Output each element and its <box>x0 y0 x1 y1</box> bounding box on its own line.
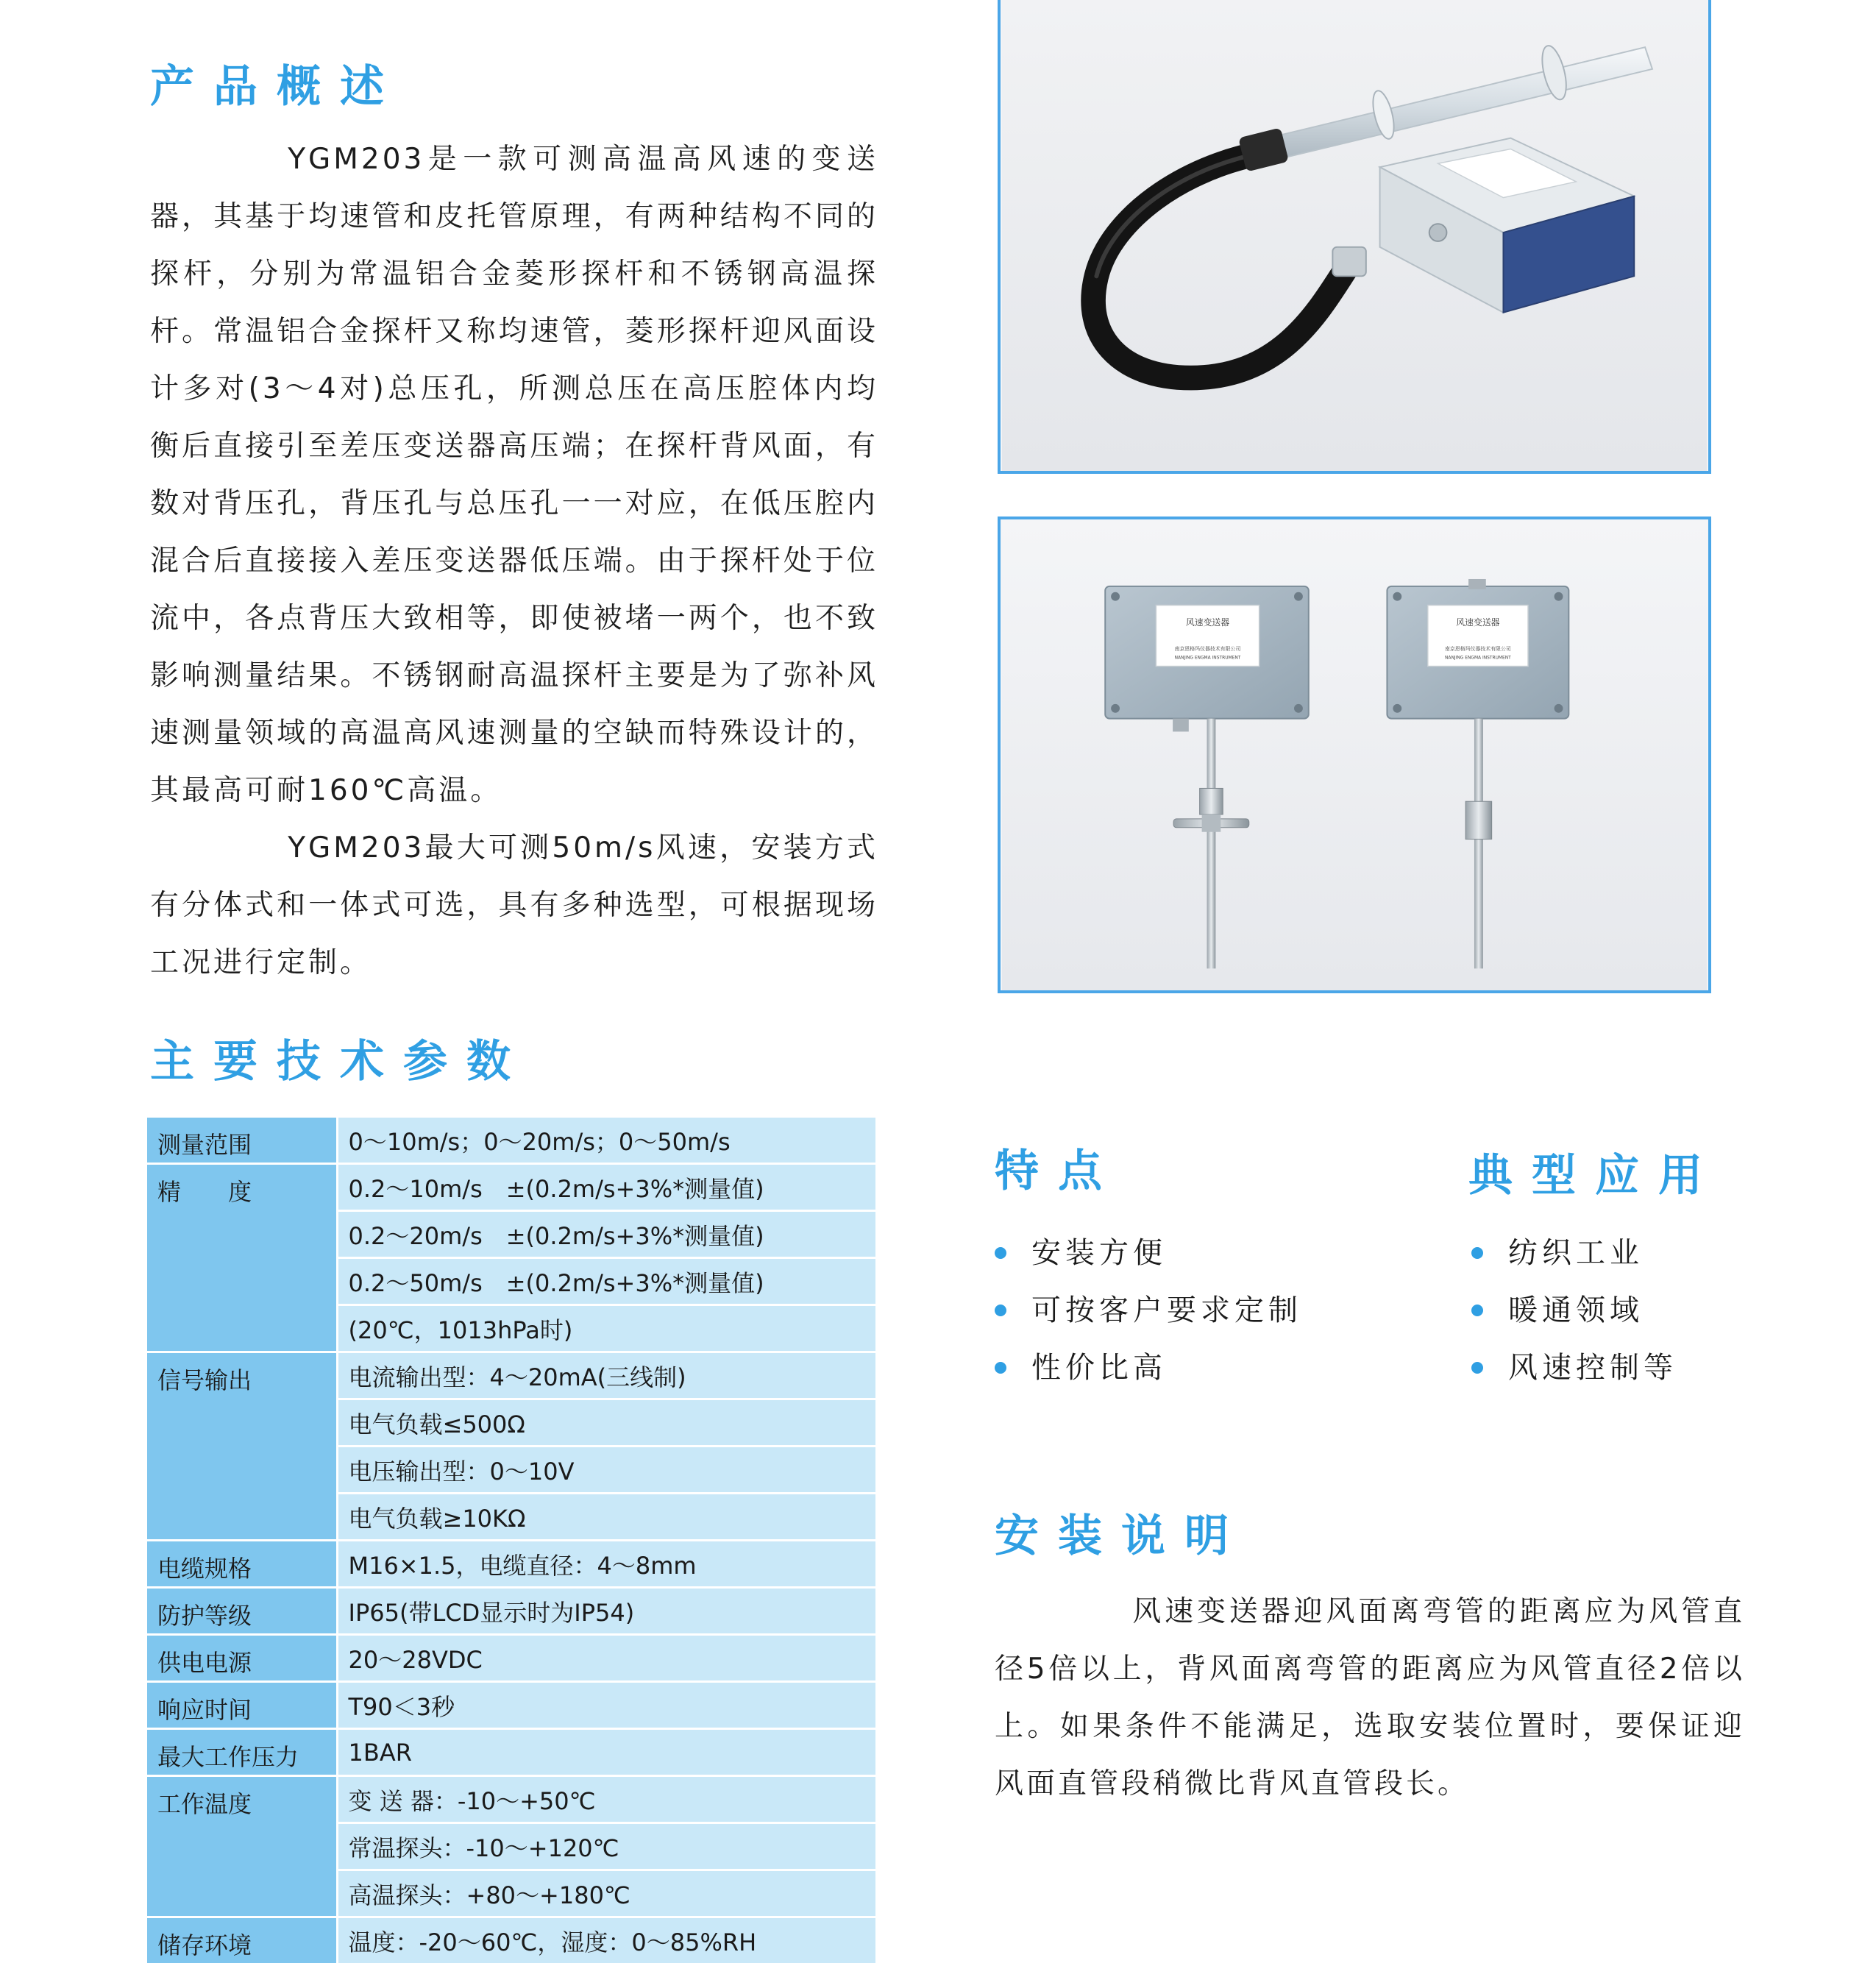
integrated-transmitters-illustration <box>1001 519 1708 990</box>
table-row <box>147 1729 875 1776</box>
spec-label: 精 度 <box>147 1164 337 1352</box>
feature-label: 安装方便 <box>1031 1236 1167 1270</box>
bullet-icon <box>1471 1247 1483 1259</box>
table-row <box>147 1682 875 1729</box>
applications-list <box>1471 1224 1677 1396</box>
spec-value: T90＜3秒 <box>337 1682 875 1729</box>
table-row <box>147 1917 875 1964</box>
spec-value: 变 送 器：-10～+50℃ <box>337 1776 875 1823</box>
left-device-label: 风速变送器 <box>1185 617 1230 628</box>
spec-value: 电压输出型：0～10V <box>337 1447 875 1494</box>
list-item <box>1471 1282 1677 1339</box>
application-label: 暖通领域 <box>1508 1293 1644 1327</box>
spec-label: 响应时间 <box>147 1682 337 1729</box>
spec-value: 0.2～10m/s ±(0.2m/s+3%*测量值) <box>337 1164 875 1211</box>
right-device-label: 风速变送器 <box>1456 617 1500 628</box>
install-title: 安装说明 <box>995 1511 1248 1562</box>
bullet-icon <box>1471 1305 1483 1316</box>
spec-label: 供电电源 <box>147 1635 337 1682</box>
spec-value: 电气负载≤500Ω <box>337 1399 875 1447</box>
bullet-icon <box>995 1305 1006 1316</box>
spec-value: 常温探头：-10～+120℃ <box>337 1823 875 1870</box>
list-item <box>995 1224 1302 1282</box>
overview-title: 产品概述 <box>150 61 403 113</box>
spec-label: 信号输出 <box>147 1352 337 1541</box>
spec-value: 0.2～20m/s ±(0.2m/s+3%*测量值) <box>337 1211 875 1258</box>
applications-title: 典型应用 <box>1468 1150 1722 1202</box>
table-row <box>147 1588 875 1635</box>
spec-label: 防护等级 <box>147 1588 337 1635</box>
spec-value: (20℃，1013hPa时) <box>337 1305 875 1352</box>
install-text <box>995 1583 1745 1813</box>
spec-value: 1BAR <box>337 1729 875 1776</box>
install-paragraph: 风速变送器迎风面离弯管的距离应为风管直径5倍以上，背风面离弯管的距离应为风管直径2倍以上。如果条件不能满足，选取安装位置时，要保证迎风面直管段稍微比背风直管段长。 <box>995 1595 1745 1800</box>
spec-value: IP65(带LCD显示时为IP54) <box>337 1588 875 1635</box>
features-list <box>995 1224 1302 1396</box>
bullet-icon <box>995 1247 1006 1259</box>
spec-value: 温度：-20～60℃，湿度：0～85%RH <box>337 1917 875 1964</box>
product-photo-integrated <box>998 517 1711 993</box>
bullet-icon <box>995 1362 1006 1374</box>
spec-label: 储存环境 <box>147 1917 337 1964</box>
left-device-company-en: NANJING ENGMA INSTRUMENT <box>1174 656 1241 661</box>
left-device-company-cn: 南京恩格玛仪器技术有限公司 <box>1174 645 1241 652</box>
product-photo-split <box>998 0 1711 474</box>
spec-label: 最大工作压力 <box>147 1729 337 1776</box>
spec-label: 测量范围 <box>147 1118 337 1164</box>
table-row <box>147 1541 875 1588</box>
list-item <box>995 1282 1302 1339</box>
overview-paragraph-2: YGM203最大可测50m/s风速，安装方式有分体式和一体式可选，具有多种选型，可根据现场工况进行定制。 <box>150 831 878 979</box>
table-row <box>147 1635 875 1682</box>
features-title: 特点 <box>995 1146 1121 1197</box>
list-item <box>1471 1339 1677 1396</box>
spec-label: 工作温度 <box>147 1776 337 1917</box>
spec-value: 20～28VDC <box>337 1635 875 1682</box>
spec-value: 高温探头：+80～+180℃ <box>337 1870 875 1917</box>
spec-value: 0～10m/s；0～20m/s；0～50m/s <box>337 1118 875 1164</box>
list-item <box>1471 1224 1677 1282</box>
list-item <box>995 1339 1302 1396</box>
overview-text <box>150 131 878 992</box>
right-device-company-cn: 南京恩格玛仪器技术有限公司 <box>1445 645 1511 652</box>
spec-value: 0.2～50m/s ±(0.2m/s+3%*测量值) <box>337 1258 875 1305</box>
table-row <box>147 1776 875 1823</box>
table-row <box>147 1164 875 1211</box>
split-transmitter-illustration <box>1001 0 1708 471</box>
table-row <box>147 1118 875 1164</box>
spec-value: M16×1.5，电缆直径：4～8mm <box>337 1541 875 1588</box>
right-device-company-en: NANJING ENGMA INSTRUMENT <box>1445 656 1511 661</box>
specs-title: 主要技术参数 <box>150 1036 530 1087</box>
spec-value: 电流输出型：4～20mA(三线制) <box>337 1352 875 1399</box>
feature-label: 可按客户要求定制 <box>1031 1293 1302 1327</box>
table-row <box>147 1352 875 1399</box>
application-label: 风速控制等 <box>1508 1351 1677 1385</box>
specs-table <box>147 1118 875 1965</box>
application-label: 纺织工业 <box>1508 1236 1644 1270</box>
spec-value: 电气负载≥10KΩ <box>337 1494 875 1541</box>
overview-paragraph-1: YGM203是一款可测高温高风速的变送器，其基于均速管和皮托管原理，有两种结构不同的探杆，分别为常温铝合金菱形探杆和不锈钢高温探杆。常温铝合金探杆又称均速管，菱形探杆迎风面设计多对(3～4对)总压孔，所测总压在高压腔体内均衡后直接引至差压变送器高压端；在探杆背风面，有数对背压孔，背压孔与总压孔一一对应，在低压腔内混合后直接接入差压变送器低压端。由于探杆处于位流中，各点背压大致相等，即使被堵一两个，也不致影响测量结果。不锈钢耐高温探杆主要是为了弥补风速测量领域的高温高风速测量的空缺而特殊设计的，其最高可耐160℃高温。 <box>150 143 878 807</box>
feature-label: 性价比高 <box>1031 1351 1167 1385</box>
bullet-icon <box>1471 1362 1483 1374</box>
spec-label: 电缆规格 <box>147 1541 337 1588</box>
